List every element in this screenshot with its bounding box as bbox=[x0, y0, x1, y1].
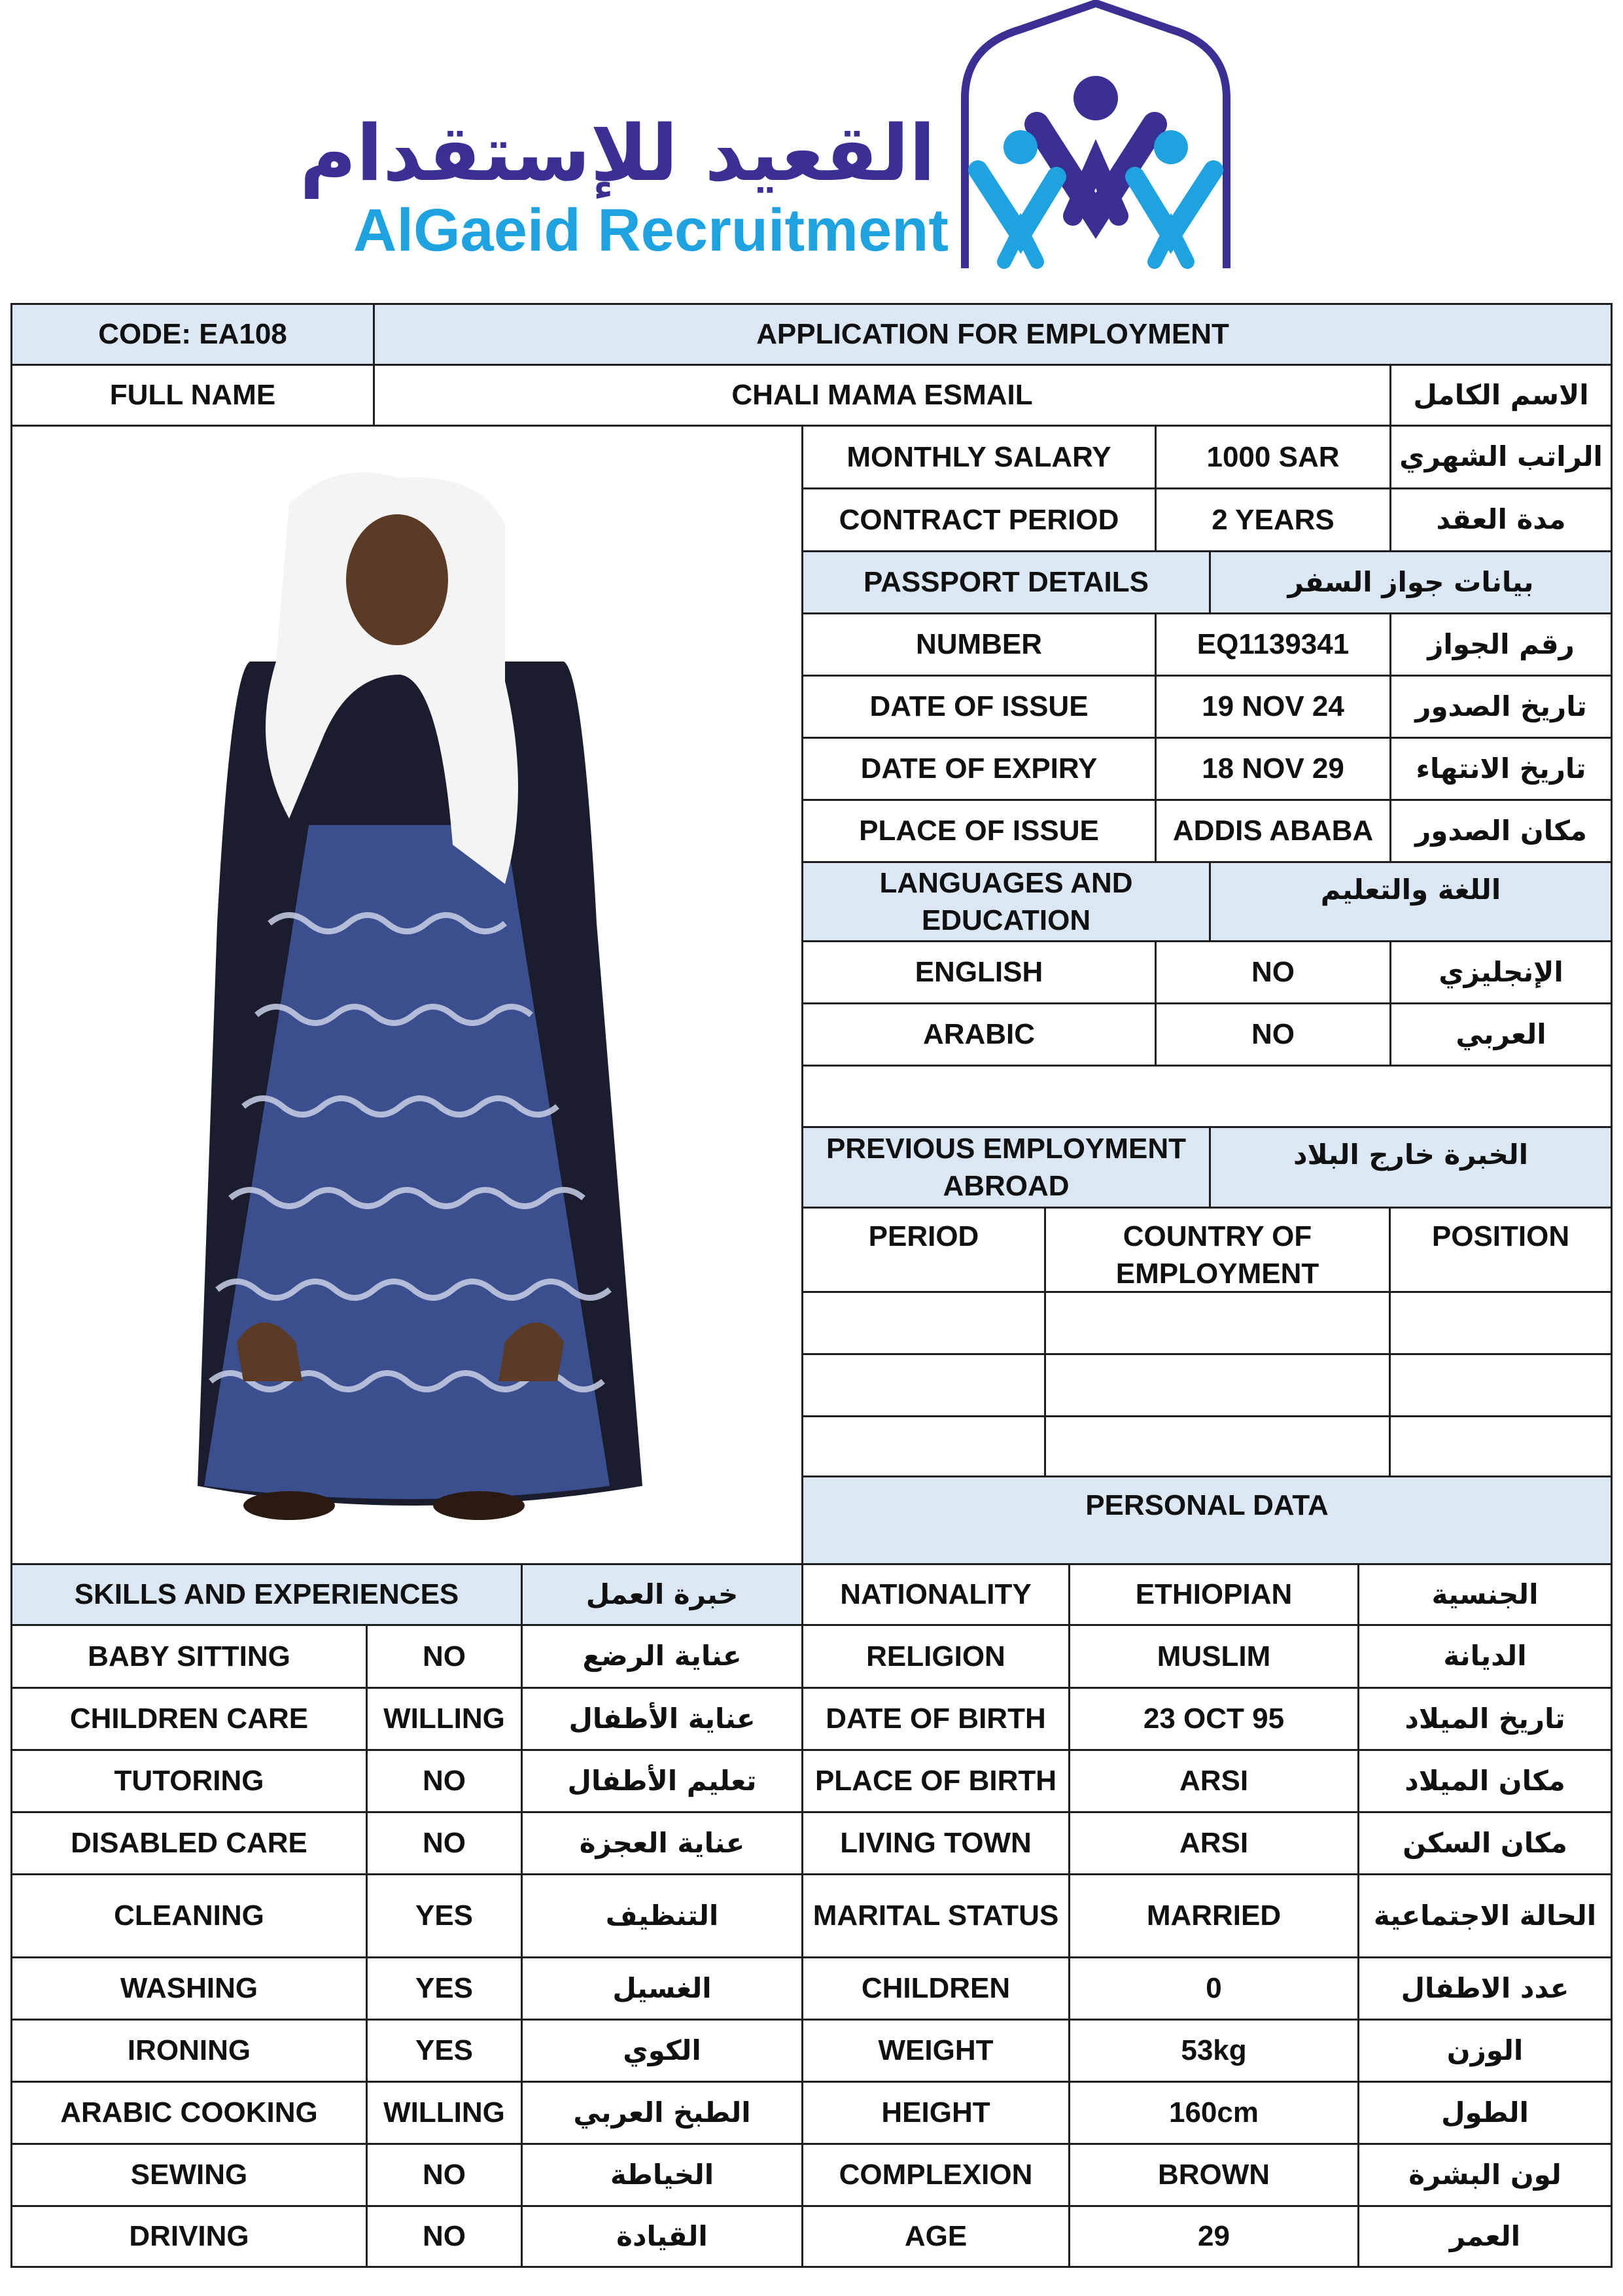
skill-value: WILLING bbox=[366, 1687, 523, 1751]
skill-value: NO bbox=[366, 1624, 523, 1689]
contract-label-ar: مدة العقد bbox=[1389, 487, 1613, 552]
personal-label: COMPLEXION bbox=[801, 2143, 1070, 2207]
applicant-photo bbox=[139, 465, 675, 1525]
employment-country-cell bbox=[1044, 1415, 1391, 1479]
logo-english-name: AlGaeid Recruitment bbox=[353, 197, 949, 264]
skill-value: NO bbox=[366, 2205, 523, 2268]
personal-label-ar: الوزن bbox=[1357, 2019, 1613, 2083]
applicant-photo-frame bbox=[10, 425, 803, 1565]
contract-label: MONTHLY SALARY bbox=[801, 425, 1157, 489]
personal-label: MARITAL STATUS bbox=[801, 1873, 1070, 1958]
skill-label: TUTORING bbox=[10, 1749, 368, 1813]
full-name-label-ar: الاسم الكامل bbox=[1389, 364, 1613, 427]
skill-label-ar: عناية العجزة bbox=[521, 1811, 803, 1875]
language-label-ar: الإنجليزي bbox=[1389, 940, 1613, 1004]
skill-value: YES bbox=[366, 2019, 523, 2083]
personal-label: PLACE OF BIRTH bbox=[801, 1749, 1070, 1813]
contract-value: 2 YEARS bbox=[1155, 487, 1391, 552]
passport-label: DATE OF EXPIRY bbox=[801, 737, 1157, 801]
skill-label-ar: عناية الرضع bbox=[521, 1624, 803, 1689]
contract-value: 1000 SAR bbox=[1155, 425, 1391, 489]
employment-country-cell bbox=[1044, 1353, 1391, 1417]
passport-value: EQ1139341 bbox=[1155, 612, 1391, 677]
skill-label-ar: تعليم الأطفال bbox=[521, 1749, 803, 1813]
application-code: CODE: EA108 bbox=[10, 303, 375, 366]
skills-section-title-ar: خبرة العمل bbox=[521, 1563, 803, 1626]
employment-period-cell bbox=[801, 1291, 1046, 1355]
personal-value: MUSLIM bbox=[1068, 1624, 1359, 1689]
personal-label-ar: لون البشرة bbox=[1357, 2143, 1613, 2207]
employment-period-cell bbox=[801, 1353, 1046, 1417]
personal-label-ar: تاريخ الميلاد bbox=[1357, 1687, 1613, 1751]
personal-value: ETHIOPIAN bbox=[1068, 1563, 1359, 1626]
passport-label-ar: مكان الصدور bbox=[1389, 799, 1613, 863]
contract-label-ar: الراتب الشهري bbox=[1389, 425, 1613, 489]
employment-col-position: POSITION bbox=[1389, 1207, 1613, 1293]
skill-label: IRONING bbox=[10, 2019, 368, 2083]
skill-label: ARABIC COOKING bbox=[10, 2081, 368, 2145]
personal-label: DATE OF BIRTH bbox=[801, 1687, 1070, 1751]
personal-label: NATIONALITY bbox=[801, 1563, 1070, 1626]
skill-value: YES bbox=[366, 1873, 523, 1958]
language-label: ENGLISH bbox=[801, 940, 1157, 1004]
language-value: NO bbox=[1155, 1002, 1391, 1067]
full-name-value: CHALI MAMA ESMAIL bbox=[373, 364, 1391, 427]
blank-spacer-row bbox=[801, 1065, 1613, 1128]
employment-country-cell bbox=[1044, 1291, 1391, 1355]
company-logo bbox=[300, 0, 1243, 275]
personal-label: WEIGHT bbox=[801, 2019, 1070, 2083]
skill-label-ar: الغسيل bbox=[521, 1956, 803, 2021]
skill-label: CLEANING bbox=[10, 1873, 368, 1958]
skill-label-ar: عناية الأطفال bbox=[521, 1687, 803, 1751]
passport-label: NUMBER bbox=[801, 612, 1157, 677]
skill-label: DISABLED CARE bbox=[10, 1811, 368, 1875]
personal-label: LIVING TOWN bbox=[801, 1811, 1070, 1875]
passport-label-ar: رقم الجواز bbox=[1389, 612, 1613, 677]
personal-value: ARSI bbox=[1068, 1749, 1359, 1813]
personal-label: HEIGHT bbox=[801, 2081, 1070, 2145]
full-name-label: FULL NAME bbox=[10, 364, 375, 427]
passport-section-title-ar: بيانات جواز السفر bbox=[1209, 550, 1613, 614]
passport-label-ar: تاريخ الصدور bbox=[1389, 675, 1613, 739]
personal-value: MARRIED bbox=[1068, 1873, 1359, 1958]
employment-col-country: COUNTRY OF EMPLOYMENT bbox=[1044, 1207, 1391, 1293]
personal-value: ARSI bbox=[1068, 1811, 1359, 1875]
language-label-ar: العربي bbox=[1389, 1002, 1613, 1067]
personal-value: BROWN bbox=[1068, 2143, 1359, 2207]
personal-label: AGE bbox=[801, 2205, 1070, 2268]
skill-label-ar: القيادة bbox=[521, 2205, 803, 2268]
personal-label-ar: مكان السكن bbox=[1357, 1811, 1613, 1875]
employment-section-title-ar: الخبرة خارج البلاد bbox=[1209, 1126, 1613, 1209]
employment-position-cell bbox=[1389, 1353, 1613, 1417]
employment-section-title: PREVIOUS EMPLOYMENT ABROAD bbox=[801, 1126, 1211, 1209]
employment-col-period: PERIOD bbox=[801, 1207, 1046, 1293]
personal-value: 29 bbox=[1068, 2205, 1359, 2268]
languages-section-title: LANGUAGES AND EDUCATION bbox=[801, 861, 1211, 942]
passport-label-ar: تاريخ الانتهاء bbox=[1389, 737, 1613, 801]
personal-label-ar: العمر bbox=[1357, 2205, 1613, 2268]
skill-value: NO bbox=[366, 2143, 523, 2207]
logo-arabic-name: القعيد للإستقدام bbox=[300, 108, 935, 198]
personal-label-ar: الطول bbox=[1357, 2081, 1613, 2145]
passport-label: PLACE OF ISSUE bbox=[801, 799, 1157, 863]
personal-value: 53kg bbox=[1068, 2019, 1359, 2083]
skill-value: WILLING bbox=[366, 2081, 523, 2145]
personal-label-ar: مكان الميلاد bbox=[1357, 1749, 1613, 1813]
skill-value: NO bbox=[366, 1811, 523, 1875]
skill-label: CHILDREN CARE bbox=[10, 1687, 368, 1751]
skill-label-ar: الطبخ العربي bbox=[521, 2081, 803, 2145]
skills-section-title: SKILLS AND EXPERIENCES bbox=[10, 1563, 523, 1626]
skill-label: SEWING bbox=[10, 2143, 368, 2207]
skill-label: WASHING bbox=[10, 1956, 368, 2021]
employment-position-cell bbox=[1389, 1291, 1613, 1355]
skill-label-ar: الكوي bbox=[521, 2019, 803, 2083]
personal-label: RELIGION bbox=[801, 1624, 1070, 1689]
personal-label-ar: الجنسية bbox=[1357, 1563, 1613, 1626]
personal-label-ar: الديانة bbox=[1357, 1624, 1613, 1689]
personal-label-ar: عدد الاطفال bbox=[1357, 1956, 1613, 2021]
personal-value: 0 bbox=[1068, 1956, 1359, 2021]
personal-label-ar: الحالة الاجتماعية bbox=[1357, 1873, 1613, 1958]
personal-value: 23 OCT 95 bbox=[1068, 1687, 1359, 1751]
passport-value: ADDIS ABABA bbox=[1155, 799, 1391, 863]
skill-value: NO bbox=[366, 1749, 523, 1813]
employment-period-cell bbox=[801, 1415, 1046, 1479]
form-title: APPLICATION FOR EMPLOYMENT bbox=[373, 303, 1613, 366]
language-value: NO bbox=[1155, 940, 1391, 1004]
employment-position-cell bbox=[1389, 1415, 1613, 1479]
passport-section-title: PASSPORT DETAILS bbox=[801, 550, 1211, 614]
passport-label: DATE OF ISSUE bbox=[801, 675, 1157, 739]
logo-emblem-icon bbox=[949, 0, 1243, 275]
skill-value: YES bbox=[366, 1956, 523, 2021]
passport-value: 18 NOV 29 bbox=[1155, 737, 1391, 801]
skill-label: DRIVING bbox=[10, 2205, 368, 2268]
skill-label: BABY SITTING bbox=[10, 1624, 368, 1689]
contract-label: CONTRACT PERIOD bbox=[801, 487, 1157, 552]
personal-section-title: PERSONAL DATA bbox=[801, 1475, 1613, 1565]
passport-value: 19 NOV 24 bbox=[1155, 675, 1391, 739]
language-label: ARABIC bbox=[801, 1002, 1157, 1067]
skill-label-ar: التنظيف bbox=[521, 1873, 803, 1958]
languages-section-title-ar: اللغة والتعليم bbox=[1209, 861, 1613, 942]
personal-label: CHILDREN bbox=[801, 1956, 1070, 2021]
personal-value: 160cm bbox=[1068, 2081, 1359, 2145]
skill-label-ar: الخياطة bbox=[521, 2143, 803, 2207]
